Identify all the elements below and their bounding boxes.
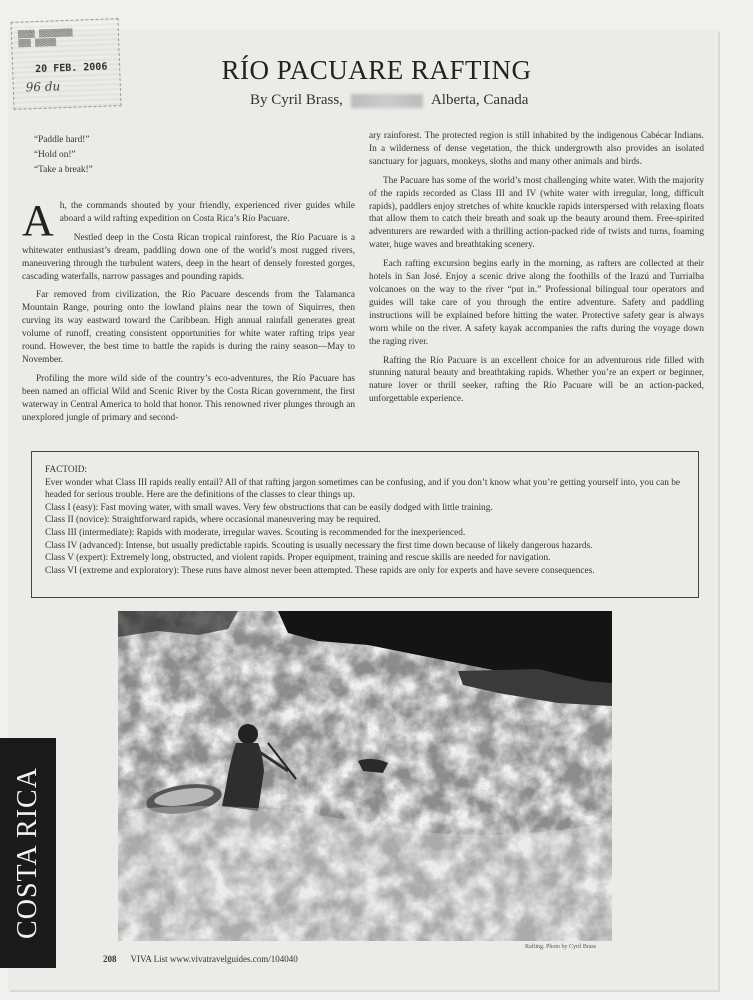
- factoid-box: [31, 451, 699, 598]
- received-stamp: ▒▒▒▒ ▒▒▒▒▒▒▒▒ ▒▒▒ ▒▒▒▒▒ 20 FEB. 2006 96 du: [10, 18, 121, 110]
- class-definition: Class II (novice): Straightforward rapids, where occasional maneuvering may be required.: [45, 515, 381, 526]
- class-definition: Class VI (extreme and exploratory): These runs have almost never been attempted. These rapids are only for experts and have severe consequences.: [45, 565, 595, 576]
- class-definition: Class V (expert): Extremely long, obstructed, and violent rapids. Proper equipment, training and rescue skills are needed for navigation.: [45, 553, 551, 564]
- paragraph: Profiling the more wild side of the country’s eco-adventures, the Río Pacuare has been named an official Wild and Scenic River by the Costa Rican government, the first waterway in Central America to hold that honor. This renowned river plunges through an unexplored jungle of primary and second-: [22, 373, 355, 423]
- paragraph: Each rafting excursion begins early in the morning, as rafters are collected at their hotels in San José. Enjoy a scenic drive along the foothills of the Irazú and Turrialba volcanoes on the way to the river “put in.” Professional bilingual tour operators and guides will take care of you through the entire adventure. Safety and paddling instructions will be explained before hitting the water. Protective safety gear is always worn while on the river. A safety kayak accompanies the rafts during the voyage down the raging river.: [369, 259, 704, 347]
- factoid-intro: Ever wonder what Class III rapids really entail? All of that rafting jargon sometimes can be confusing, and if you don’t know what you’re getting yourself into, you can be headed for serious trouble. Here are the definitions of the classes to clear things up.: [45, 477, 681, 501]
- article-title: RÍO PACUARE RAFTING: [221, 55, 532, 85]
- right-column: [369, 130, 704, 412]
- stamp-date: 20 FEB. 2006: [34, 61, 108, 76]
- paragraph: Far removed from civilization, the Río Pacuare descends from the Talamanca Mountain Range, pouring onto the lowland plains near the town of Siquirres, then curving its way eastward toward the Caribbean. High annual rainfall generates great volume of runoff, creating consistent opportunities for white water rafting trips year round. However, the best time to battle the rapids is during the rainy season—May to November.: [22, 290, 355, 365]
- paragraph: Ah, the commands shouted by your friendly, experienced river guides while aboard a wild rafting expedition on Costa Rica’s Río Pacuare.: [22, 196, 355, 245]
- sidebar-label: COSTA RICA: [12, 767, 43, 939]
- left-column: [22, 196, 355, 431]
- class-definition: Class IV (advanced): Intense, but usually predictable rapids. Scouting is usually necessary the first time down because of likely dangerous hazards.: [45, 540, 593, 551]
- byline-location: Alberta, Canada: [430, 92, 529, 108]
- stamp-handwriting: 96 du: [25, 79, 61, 95]
- redacted-region: [351, 94, 423, 108]
- opening-quotes: [34, 133, 93, 178]
- factoid-heading: FACTOID:: [45, 465, 88, 475]
- paragraph: The Pacuare has some of the world’s most challenging white water. With the majority of the rapids recorded as Class III and IV (white water with irregular, long, difficult rapids), paddlers enjoy stretches of white knuckle rapids interspersed with relaxing floats that allow them to catch their breath and soak up the beauty around them. Free-spirited adventurers are rewarded with a thrilling action-packed ride of twists and turns, foaming water, huge waves and breathtaking scenery.: [369, 175, 704, 251]
- paragraph: Nestled deep in the Costa Rican tropical rainforest, the Río Pacuare is a whitewater enthusiast’s dream, paddling down one of the world’s most rugged rivers, maneuvering through the turbulent waters, deep in the heart of densely forested gorges, cascading waterfalls, narrow passages and pounding rapids.: [22, 232, 355, 282]
- section-sidebar: [0, 738, 56, 968]
- rafting-photo-illustration: [118, 611, 612, 941]
- paragraph: ary rainforest. The protected region is still inhabited by the indigenous Cabécar Indians. In a wilderness of dense vegetation, the thick undergrowth also provides an isolated sanctuary for jaguars, monkeys, sloths and many other animals and birds.: [369, 131, 704, 167]
- photo-caption: Rafting. Photo by Cyril Brass: [525, 944, 597, 950]
- page-footer: [103, 954, 298, 964]
- drop-cap: A: [22, 196, 54, 245]
- paragraph: Rafting the Río Pacuare is an excellent choice for an adventurous ride filled with stunning natural beauty and breathtaking rapids. Whether you’re an expert or beginner, nature lover or thrill seeker, rafting the Río Pacuare will be an action-packed, unforgettable experience.: [369, 355, 704, 405]
- quote-line: “Paddle hard!”: [34, 135, 90, 145]
- footer-text: VIVA List www.vivatravelguides.com/104040: [130, 954, 298, 964]
- rafting-photo: [118, 611, 612, 941]
- class-definition: Class I (easy): Fast moving water, with small waves. Very few obstructions that can be easily dodged with little training.: [45, 502, 493, 513]
- page-number: 208: [103, 954, 117, 964]
- quote-line: “Hold on!”: [34, 150, 76, 160]
- class-definition: Class III (intermediate): Rapids with moderate, irregular waves. Scouting is recommended for the inexperienced.: [45, 527, 466, 538]
- byline-author: By Cyril Brass,: [250, 92, 343, 108]
- byline: [250, 92, 528, 109]
- quote-line: “Take a break!”: [34, 165, 93, 175]
